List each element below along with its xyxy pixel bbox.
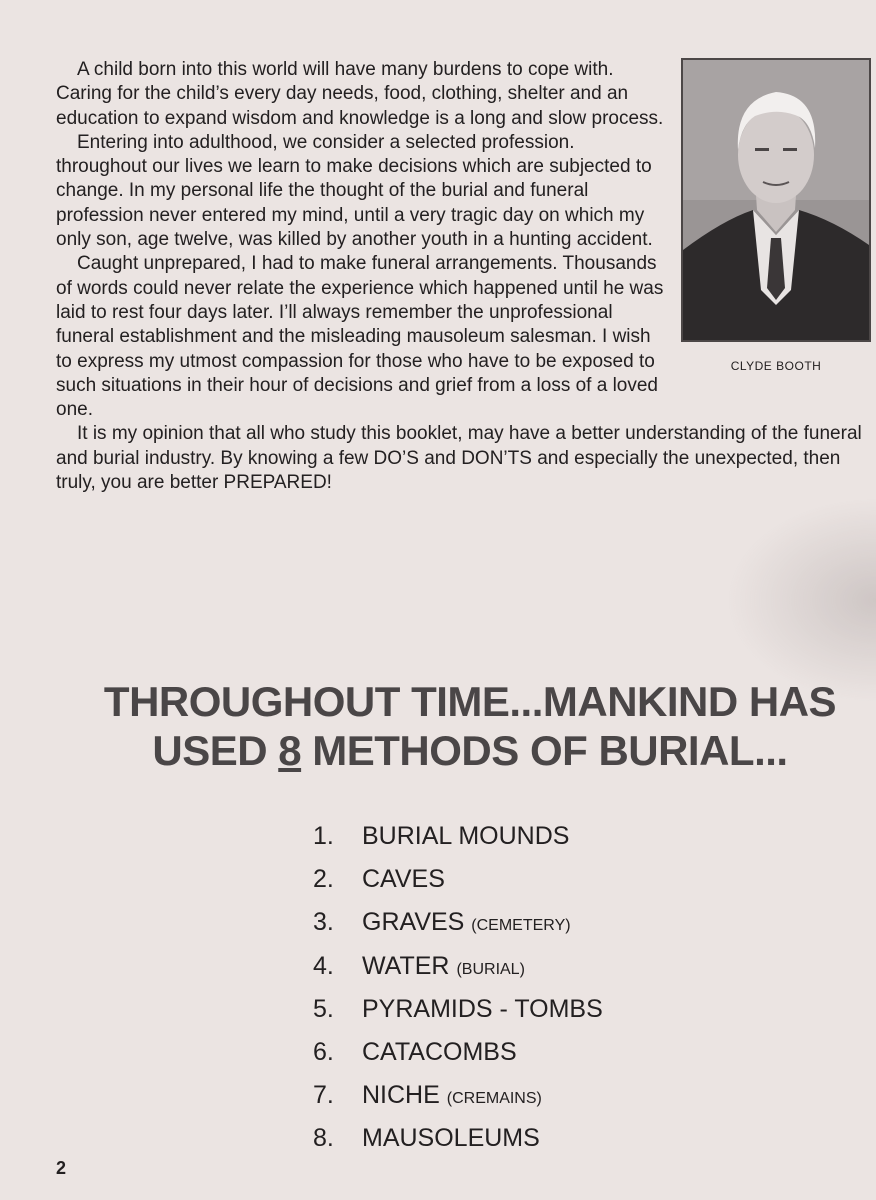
heading-line-2-start: USED <box>152 727 279 774</box>
heading-line-2-end: METHODS OF BURIAL... <box>301 727 788 774</box>
item-number: 3. <box>313 908 334 937</box>
item-note: (CEMETERY) <box>471 917 571 935</box>
item-name: BURIAL MOUNDS <box>362 822 570 850</box>
item-name: GRAVES <box>362 908 465 937</box>
list-item <box>313 816 603 859</box>
burial-methods-list <box>313 816 603 1162</box>
list-item <box>313 859 603 902</box>
intro-text <box>56 58 871 495</box>
item-number: 8. <box>313 1124 334 1153</box>
item-number: 6. <box>313 1037 334 1066</box>
item-number: 4. <box>313 951 334 980</box>
item-name: PYRAMIDS - TOMBS <box>362 994 603 1023</box>
heading-line-1: THROUGHOUT TIME...MANKIND HAS <box>103 678 837 725</box>
list-item <box>313 1118 603 1161</box>
paragraph: It is my opinion that all who study this booklet, may have a better understanding of the funeral and burial industry. By knowing a few DO’S and DON’TS and especially the unexpected, then truly, you are better PREPARED! <box>56 423 862 494</box>
item-number: 5. <box>313 994 334 1023</box>
item-note: (BURIAL) <box>456 960 525 978</box>
list-item <box>313 989 603 1032</box>
item-name: NICHE <box>362 1081 440 1110</box>
list-item <box>313 1032 603 1075</box>
author-photo-block <box>681 58 871 373</box>
item-name: WATER <box>362 951 450 980</box>
heading-number: 8 <box>278 727 302 774</box>
list-item <box>313 946 603 989</box>
item-note: (CREMAINS) <box>446 1090 542 1108</box>
item-number: 2. <box>313 865 334 894</box>
section-heading <box>60 677 876 775</box>
item-number: 7. <box>313 1081 334 1110</box>
page-number: 2 <box>56 1158 67 1178</box>
list-item <box>313 1075 603 1118</box>
photo-caption: CLYDE BOOTH <box>730 359 822 373</box>
item-name: CATACOMBS <box>362 1037 517 1066</box>
paragraph: Entering into adulthood, we consider a selected profession. throughout our lives we learn to make decisions which are subjected to change. In my personal life the thought of the burial and funeral profession never entered my mind, until a very tragic day on which my only son, age twelve, was killed by another youth in a hunting accident. <box>56 131 653 251</box>
item-name: CAVES <box>362 865 445 894</box>
item-number: 1. <box>313 822 334 850</box>
paragraph: A child born into this world will have many burdens to cope with. Caring for the child’s every day needs, food, clothing, shelter and an education to expand wisdom and knowledge is a long and slow process. <box>56 59 664 129</box>
list-item <box>313 902 603 945</box>
item-name: MAUSOLEUMS <box>362 1124 540 1153</box>
author-photo <box>681 58 871 342</box>
portrait-image <box>683 60 869 340</box>
paragraph: Caught unprepared, I had to make funeral arrangements. Thousands of words could never relate the experience which happened until he was laid to rest four days later. I’ll always remember the unprofessional funeral establishment and the misleading mausoleum salesman. I wish to express my utmost compassion for those who have to be exposed to such situations in their hour of decisions and grief from a loss of a loved one. <box>56 253 664 421</box>
